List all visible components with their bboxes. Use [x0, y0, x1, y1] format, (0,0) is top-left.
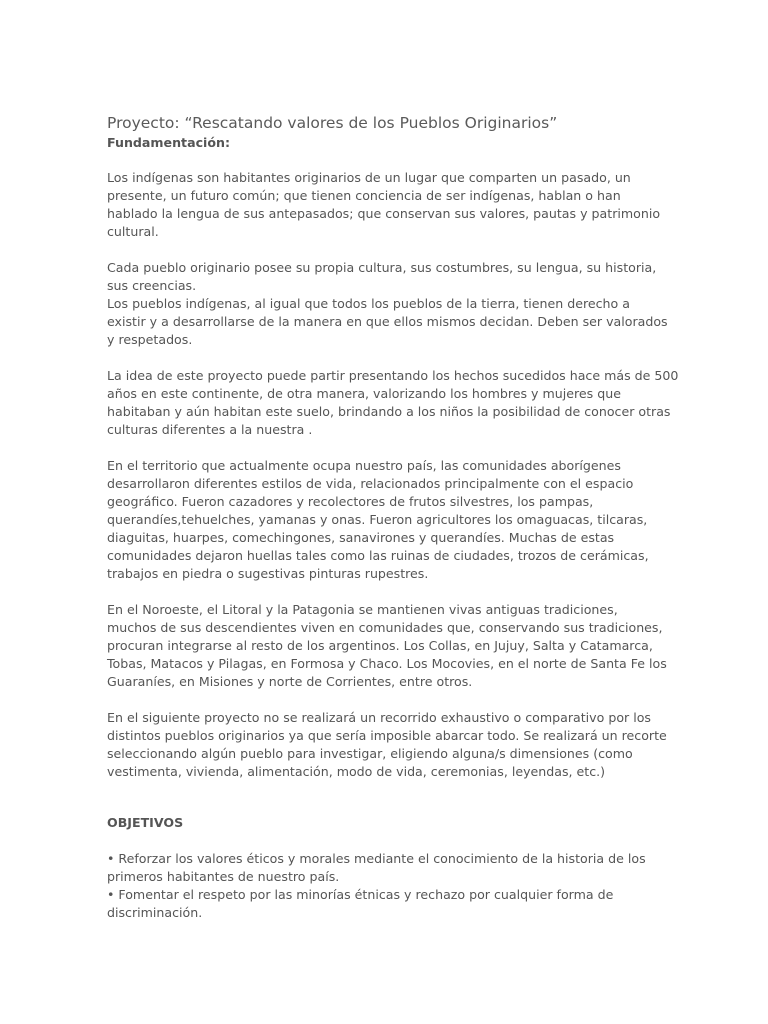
text-line: La idea de este proyecto puede partir presentando los hechos sucedidos hace más de 500 — [107, 368, 679, 383]
text-line: Los pueblos indígenas, al igual que todos los pueblos de la tierra, tienen derecho a — [107, 296, 630, 311]
document-page — [107, 112, 679, 922]
text-line: geográfico. Fueron cazadores y recolectores de frutos silvestres, los pampas, — [107, 494, 594, 509]
text-line: años en este continente, de otra manera, valorizando los hombres y mujeres que — [107, 386, 621, 401]
text-line: En el Noroeste, el Litoral y la Patagonia se mantienen vivas antiguas tradiciones, — [107, 602, 618, 617]
list-item: • Reforzar los valores éticos y morales mediante el conocimiento de la historia de los — [107, 851, 646, 866]
text-line: hablado la lengua de sus antepasados; que conservan sus valores, pautas y patrimonio — [107, 206, 661, 221]
objetivos-heading: OBJETIVOS — [107, 815, 184, 830]
paragraph-4 — [107, 457, 662, 583]
paragraph-2 — [107, 259, 668, 349]
objetivos-list — [107, 850, 662, 922]
text-line: y respetados. — [107, 332, 193, 347]
text-line: En el siguiente proyecto no se realizará un recorrido exhaustivo o comparativo por los — [107, 710, 651, 725]
paragraph-1 — [107, 169, 662, 241]
text-line: En el territorio que actualmente ocupa nuestro país, las comunidades aborígenes — [107, 458, 621, 473]
list-item: primeros habitantes de nuestro país. — [107, 869, 340, 884]
text-line: culturas diferentes a la nuestra . — [107, 422, 313, 437]
text-line: distintos pueblos originarios ya que sería imposible abarcar todo. Se realizará un recorte — [107, 728, 667, 743]
text-line: Guaraníes, en Misiones y norte de Corrientes, entre otros. — [107, 674, 473, 689]
text-line: querandíes,tehuelches, yamanas y onas. Fueron agricultores los omaguacas, tilcaras, — [107, 512, 648, 527]
text-line: Los indígenas son habitantes originarios de un lugar que comparten un pasado, un — [107, 170, 631, 185]
text-line: comunidades dejaron huellas tales como las ruinas de ciudades, trozos de cerámicas, — [107, 548, 649, 563]
text-line: seleccionando algún pueblo para investigar, eligiendo alguna/s dimensiones (como — [107, 746, 633, 761]
text-line: sus creencias. — [107, 278, 197, 293]
text-line: cultural. — [107, 224, 159, 239]
text-line: procuran integrarse al resto de los argentinos. Los Collas, en Jujuy, Salta y Catamarca, — [107, 638, 653, 653]
text-line: habitaban y aún habitan este suelo, brindando a los niños la posibilidad de conocer otras — [107, 404, 671, 419]
list-item: discriminación. — [107, 905, 203, 920]
document-title: Proyecto: “Rescatando valores de los Pueblos Originarios” — [107, 114, 558, 132]
paragraph-6 — [107, 709, 667, 781]
text-line: diaguitas, huarpes, comechingones, sanavirones y querandíes. Muchas de estas — [107, 530, 615, 545]
paragraph-3 — [107, 367, 679, 439]
text-line: Cada pueblo originario posee su propia cultura, sus costumbres, su lengua, su historia, — [107, 260, 657, 275]
text-line: trabajos en piedra o sugestivas pinturas rupestres. — [107, 566, 429, 581]
text-line: muchos de sus descendientes viven en comunidades que, conservando sus tradiciones, — [107, 620, 663, 635]
paragraph-5 — [107, 601, 667, 691]
text-line: presente, un futuro común; que tienen conciencia de ser indígenas, hablan o han — [107, 188, 621, 203]
text-line: vestimenta, vivienda, alimentación, modo de vida, ceremonias, leyendas, etc.) — [107, 764, 606, 779]
text-line: existir y a desarrollarse de la manera en que ellos mismos decidan. Deben ser valorados — [107, 314, 668, 329]
text-line: Tobas, Matacos y Pilagas, en Formosa y Chaco. Los Mocovies, en el norte de Santa Fe los — [107, 656, 667, 671]
list-item: • Fomentar el respeto por las minorías étnicas y rechazo por cualquier forma de — [107, 887, 614, 902]
fundamentacion-heading: Fundamentación: — [107, 135, 231, 150]
text-line: desarrollaron diferentes estilos de vida, relacionados principalmente con el espacio — [107, 476, 634, 491]
